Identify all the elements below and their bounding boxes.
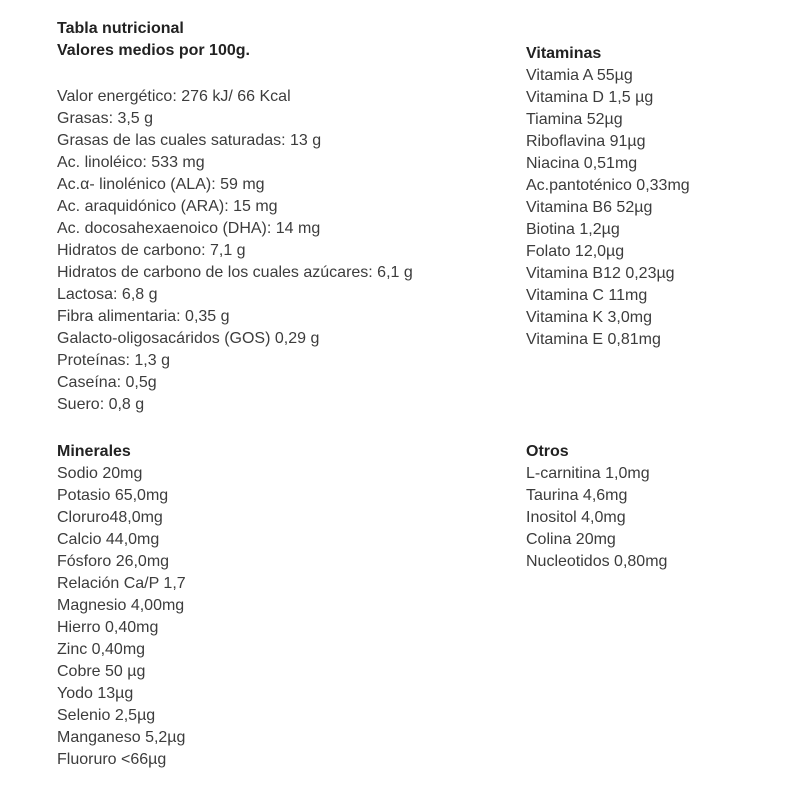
mineral-line: Calcio 44,0mg xyxy=(57,531,160,548)
otros-heading: Otros xyxy=(526,443,569,460)
nutrient-line: Grasas de las cuales saturadas: 13 g xyxy=(57,132,322,149)
mineral-line: Hierro 0,40mg xyxy=(57,619,159,636)
mineral-line: Relación Ca/P 1,7 xyxy=(57,575,186,592)
mineral-line: Selenio 2,5µg xyxy=(57,707,156,724)
otros-list xyxy=(526,463,667,573)
table-subtitle: Valores medios por 100g. xyxy=(57,42,250,59)
section-main-values xyxy=(57,86,413,416)
vitamin-line: Tiamina 52µg xyxy=(526,111,623,128)
vitaminas-heading: Vitaminas xyxy=(526,45,602,62)
vitamin-line: Vitamina B6 52µg xyxy=(526,199,653,216)
otros-line: Inositol 4,0mg xyxy=(526,509,626,526)
section-minerales xyxy=(57,441,186,771)
table-title: Tabla nutricional xyxy=(57,20,184,37)
otros-line: Nucleotidos 0,80mg xyxy=(526,553,668,570)
main-values-list xyxy=(57,86,413,416)
table-header xyxy=(57,18,250,62)
vitamin-line: Vitamina K 3,0mg xyxy=(526,309,652,326)
nutrient-line: Suero: 0,8 g xyxy=(57,396,145,413)
nutrient-line: Ac.α- linolénico (ALA): 59 mg xyxy=(57,176,265,193)
nutrient-line: Ac. araquidónico (ARA): 15 mg xyxy=(57,198,278,215)
mineral-line: Magnesio 4,00mg xyxy=(57,597,185,614)
otros-line: Taurina 4,6mg xyxy=(526,487,628,504)
mineral-line: Zinc 0,40mg xyxy=(57,641,146,658)
nutrient-line: Grasas: 3,5 g xyxy=(57,110,154,127)
vitamin-line: Biotina 1,2µg xyxy=(526,221,620,238)
mineral-line: Yodo 13µg xyxy=(57,685,134,702)
vitamin-line: Vitamina C 11mg xyxy=(526,287,648,304)
vitamin-line: Folato 12,0µg xyxy=(526,243,625,260)
mineral-line: Potasio 65,0mg xyxy=(57,487,169,504)
nutrient-line: Proteínas: 1,3 g xyxy=(57,352,170,369)
vitamin-line: Vitamina B12 0,23µg xyxy=(526,265,675,282)
otros-line: L-carnitina 1,0mg xyxy=(526,465,650,482)
nutrient-line: Galacto-oligosacáridos (GOS) 0,29 g xyxy=(57,330,320,347)
nutrient-line: Hidratos de carbono: 7,1 g xyxy=(57,242,246,259)
mineral-line: Sodio 20mg xyxy=(57,465,143,482)
nutrient-line: Caseína: 0,5g xyxy=(57,374,157,391)
nutrient-line: Fibra alimentaria: 0,35 g xyxy=(57,308,230,325)
nutrient-line: Hidratos de carbono de los cuales azúcares: 6,1 g xyxy=(57,264,413,281)
vitaminas-list xyxy=(526,65,690,351)
vitamin-line: Niacina 0,51mg xyxy=(526,155,638,172)
nutrient-line: Valor energético: 276 kJ/ 66 Kcal xyxy=(57,88,291,105)
vitamin-line: Ac.pantoténico 0,33mg xyxy=(526,177,690,194)
nutrient-line: Ac. linoléico: 533 mg xyxy=(57,154,205,171)
vitamin-line: Riboflavina 91µg xyxy=(526,133,646,150)
mineral-line: Manganeso 5,2µg xyxy=(57,729,186,746)
mineral-line: Cobre 50 µg xyxy=(57,663,146,680)
minerales-heading: Minerales xyxy=(57,443,131,460)
otros-line: Colina 20mg xyxy=(526,531,616,548)
vitamin-line: Vitamina E 0,81mg xyxy=(526,331,661,348)
mineral-line: Cloruro48,0mg xyxy=(57,509,163,526)
mineral-line: Fluoruro <66µg xyxy=(57,751,167,768)
section-otros xyxy=(526,441,667,573)
section-vitaminas xyxy=(526,43,690,351)
nutrient-line: Lactosa: 6,8 g xyxy=(57,286,158,303)
vitamin-line: Vitamia A 55µg xyxy=(526,67,633,84)
vitamin-line: Vitamina D 1,5 µg xyxy=(526,89,654,106)
mineral-line: Fósforo 26,0mg xyxy=(57,553,170,570)
nutrient-line: Ac. docosahexaenoico (DHA): 14 mg xyxy=(57,220,321,237)
minerales-list xyxy=(57,463,186,771)
